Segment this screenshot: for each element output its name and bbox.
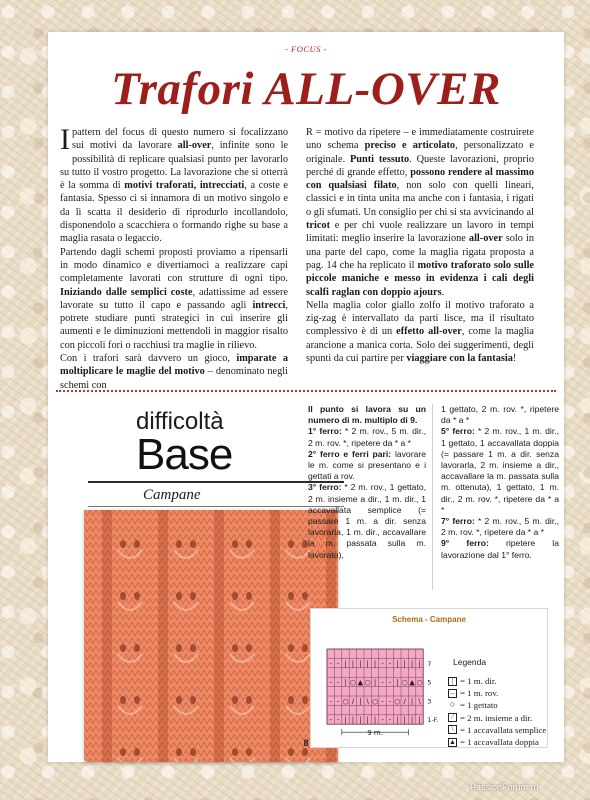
lace-hole [288,748,294,756]
article-paragraph [60,123,288,246]
lace-hole [232,644,238,652]
schema-cell-symbol: | [359,716,362,725]
body-text: * 2 m. rov., 5 m. dir., 2 m. rov. *, ripetere da * a * [441,516,560,538]
lace-hole [134,644,140,652]
schema-cell-symbol: | [410,716,414,725]
instruction-paragraph [441,538,559,560]
purl-symbol-icon: – [448,689,457,698]
lace-hole [288,540,294,548]
lace-hole [176,644,182,652]
double-decrease-icon: ▲ [449,737,456,746]
schema-cell-symbol: - [336,659,340,668]
emphasis-text: 9° ferro: [441,538,489,549]
purl-band [102,510,112,762]
lace-hole [232,696,238,704]
purl-band [214,510,224,762]
schema-cell-symbol: | [344,659,347,668]
lace-hole [246,540,252,548]
body-text: , come la maglia arancione a manica corta. Solo dei suggerimenti, degli spunti da cui partire per [306,326,534,365]
schema-cell-symbol: | [351,716,355,725]
schema-cell-symbol: | [418,716,421,725]
instruction-paragraph [441,404,559,426]
section-divider [56,390,556,392]
body-text: – denominato negli schemi con [60,366,288,391]
difficulty-rule-bottom [88,506,344,507]
schema-cell-symbol: ○ [401,678,408,687]
legend-label: = 2 m. insieme a dir. [460,712,533,723]
knit-swatch-photo [84,510,338,762]
legend-item [448,675,546,687]
lace-hole [232,540,238,548]
schema-cell-symbol: - [388,659,392,668]
schema-cell-symbol: | [366,716,369,725]
lace-hole [190,592,196,600]
body-text: ! [512,353,517,365]
lace-hole [134,696,140,704]
legend-label: = 1 accavallata semplice [460,724,547,735]
legend-label: = 1 m. rov. [460,688,499,699]
emphasis-text: 7° ferro: [441,516,475,527]
lace-hole [134,540,140,548]
schema-cell-symbol: - [329,697,332,706]
schema-cell-symbol: ○ [394,697,401,706]
schema-row-label: 1-F. [427,716,439,725]
lace-hole [288,696,294,704]
lace-hole [120,696,126,704]
body-text: * 2 m. rov., 5 m. dir., 2 m. rov. *, ripetere da * a * [308,426,427,448]
legend-label: = 1 accavallata doppia [460,737,539,748]
schema-cell-symbol: ○ [416,678,423,687]
emphasis-text: motivo traforato solo sulle piccole maniche e messo in evidenza i cali degli scalfi raglan con doppio ajours [306,259,535,298]
body-text: * 2 m. rov., 1 m. dir., 1 gettato, 1 accavallata doppia (= passare 1 m. a dir. senza lavorarla, 2 m. insieme a dir., accavallare la m. passata sulla m. ottenuta), 1 gettato, 1 m. dir., 2 m. rov. *, ripetere da * a * [441,426,560,515]
schema-box [310,608,548,748]
schema-cell-symbol: | [396,716,399,725]
instructions-column-b [441,404,559,561]
lace-hole [288,592,294,600]
body-text: solo in una parte del capo, come la maglia rigata proposta a pag. 14 che ha replicato il [306,233,534,271]
schema-cell-symbol: - [381,659,384,668]
schema-cell-symbol: - [381,678,384,687]
difficulty-level: Base [136,430,233,479]
body-text: . Queste lavorazioni, proprio perché di grande effetto, [306,153,534,178]
article-paragraph [306,126,534,299]
body-text: e per chi vuole realizzare un lavoro in tempi limitati: meglio inserire la lavorazione [306,220,534,245]
body-text: Con i trafori sarà davvero un gioco, [60,353,237,365]
schema-cell-symbol: ○ [364,678,371,687]
schema-cell-symbol: | [418,659,421,668]
body-text: Nella maglia color giallo zolfo il motivo traforato a zig-zag è intervallato da parti lisce, ma il risultato complessivo è di un [306,299,534,338]
instructions-divider [432,404,433,590]
schema-cell-symbol: | [396,659,399,668]
schema-cell-symbol: - [388,716,392,725]
lace-hole [246,748,252,756]
lace-hole [246,592,252,600]
schema-cell-symbol: | [344,716,347,725]
lace-hole [120,592,126,600]
lace-hole [120,748,126,756]
body-text: * 2 m. rov., 1 gettato, 2 m. insieme a dir., 1 m. dir., 1 accavallata semplice (= passare 1 m. a dir. senza lavorarla, 1 m. dir., accavallare la m. passata sulla m. lavorata), [308,482,426,560]
schema-cell-symbol: - [329,716,332,725]
emphasis-text: 5° ferro: [441,426,475,437]
legend-item [448,724,546,736]
schema-cell-symbol: - [336,678,340,687]
instruction-paragraph [308,426,426,448]
watermark: PassionForum.ru [470,782,539,792]
lace-hole [190,748,196,756]
schema-cell-symbol: | [359,697,362,706]
schema-cell-symbol: ▲ [357,678,363,687]
instruction-paragraph [308,449,426,483]
schema-cell-symbol: - [388,678,392,687]
body-text: lavorare le m. come si presentano e i gettati a rov. [308,448,426,482]
emphasis-text: Punti tessuto [350,153,410,165]
emphasis-text: 1° ferro: [308,426,342,437]
page-number: 8 [303,738,309,748]
lace-hole [302,644,308,652]
emphasis-text: Il punto si lavora su un numero di m. multiplo di 9. [308,404,426,426]
article-paragraph [60,352,288,392]
difficulty-label: difficoltà [136,408,224,435]
schema-cell-symbol: | [396,678,399,687]
article-right-column [306,126,534,365]
instruction-paragraph [441,516,559,538]
magazine-page [48,32,564,762]
emphasis-text: effetto all-over [396,326,462,338]
lace-hole [134,748,140,756]
emphasis-text: motivi traforati, intrecciati [124,180,245,192]
pattern-name: Campane [143,487,201,503]
schema-cell-symbol: - [329,659,332,668]
purl-band [158,510,168,762]
emphasis-text: imparate a moltiplicare le maglie del motivo [60,353,288,378]
body-text: ripetere la lavorazione dal 1° ferro. [441,538,559,560]
article-left-column [60,123,288,392]
emphasis-text: intrecci [252,299,286,311]
instruction-paragraph [308,404,426,426]
lace-hole [246,696,252,704]
legend-item [448,699,546,711]
body-text: , a coste e fantasia. Spesso ci si innamora di un motivo singolo e da lì scatta il desiderio di riprodurlo incollandolo, disponendolo a scacchiera o formando righe su base a maglia rasata o legaccio. [60,180,288,245]
lace-hole [302,748,308,756]
schema-cell-symbol: | [359,659,362,668]
emphasis-text: 2° ferro e ferri pari: [308,448,392,459]
body-text: 1 gettato, 2 m. rov. *, ripetere da * a * [441,404,559,426]
emphasis-text: Iniziando dalle semplici coste [60,286,193,298]
body-text: , infinite sono le possibilità di replicare qualsiasi punto per lavorarlo su tutto il vostro progetto. La lavorazione che si otterrà è la somma di [60,140,288,192]
emphasis-text: 3° ferro: [308,482,342,493]
lace-hole [302,696,308,704]
purl-band [270,510,280,762]
schema-cell-symbol: \ [418,697,421,706]
schema-cell-symbol: | [366,659,369,668]
instructions-column-a [308,404,426,561]
body-text: Partendo dagli schemi proposti proviamo a ripensarli in modo dinamico e divertiamoci a realizzare capi completamente lavorati con strutture di ogni tipo. [60,246,288,285]
schema-cell-symbol: / [403,697,406,706]
schema-cell-symbol: | [373,678,377,687]
difficulty-rule-top [88,481,344,483]
body-text: , adattissime ad essere lavorate su tutto il capo e passando agli [60,286,288,311]
schema-row-label: 3 [427,697,432,706]
schema-cell-symbol: - [381,697,384,706]
body-text: pattern del focus di questo numero si focalizzano sui motivi da lavorare [72,127,288,152]
lace-hole [120,540,126,548]
schema-cell-symbol: | [373,716,377,725]
legend-label: = 1 m. dir. [460,676,497,687]
instruction-paragraph [441,426,559,516]
legend-item [448,687,546,699]
schema-cell-symbol: | [403,659,406,668]
lace-hole [246,644,252,652]
knit-swatch-illustration [84,510,338,762]
lace-hole [288,644,294,652]
legend-item [448,712,546,724]
drop-cap: I [60,123,70,156]
schema-cell-symbol: ○ [342,697,349,706]
body-text: , potrete studiare punti strategici in cui inserire gli aumenti e le diminuzioni mettendoli in maggior risalto con piccoli fori o racchiusi tra maglie in rilievo. [60,299,288,351]
schema-cell-symbol: / [351,697,355,706]
instruction-paragraph [308,482,426,560]
article-paragraph [60,246,288,352]
lace-hole [120,644,126,652]
schema-cell-symbol: ▲ [409,678,415,687]
schema-cell-symbol: | [344,678,347,687]
schema-title: Schema - Campane [392,615,466,624]
schema-cell-symbol: ○ [349,678,356,687]
article-paragraph [306,299,534,365]
schema-row-label: 5 [427,678,432,687]
ssk-icon: \ [448,725,457,734]
schema-cell-symbol: \ [366,697,369,706]
emphasis-text: viaggiare con la fantasia [406,353,513,365]
yarn-over-icon: ○ [449,698,456,709]
schema-row-label: 7 [427,659,432,668]
lace-hole [190,696,196,704]
emphasis-text: all-over [468,233,503,245]
legend-title: Legenda [453,657,487,667]
body-text: . [441,286,445,298]
body-text: , non solo con quelli lineari, classici e in tinta unita ma anche con i fantasia, i rigati o gli sfumati. Un consiglio per chi si sta avvicinando al [306,180,534,218]
schema-cell-symbol: | [351,659,355,668]
lace-hole [232,592,238,600]
schema-cell-symbol: - [329,678,332,687]
schema-cell-symbol: - [336,716,340,725]
schema-cell-symbol: | [373,659,377,668]
page-title: Trafori ALL-OVER [111,63,501,115]
lace-hole [176,696,182,704]
body-text: , personalizzato e originale. [306,140,534,165]
schema-cell-symbol: ○ [372,697,379,706]
lace-hole [190,644,196,652]
schema-cell-symbol: - [336,697,340,706]
emphasis-text: preciso e articolato [364,140,456,152]
schema-cell-symbol: - [381,716,384,725]
lace-hole [302,592,308,600]
schema-cell-symbol: - [388,697,392,706]
lace-hole [134,592,140,600]
section-tag: - FOCUS - [285,44,327,54]
legend-label: = 1 gettato [460,700,498,711]
k2tog-icon: ⁄ [448,713,457,722]
lace-hole [176,592,182,600]
body-text: R = motivo da ripetere – e immediatamente costruirete uno schema [306,127,534,152]
schema-cell-symbol: | [410,697,414,706]
emphasis-text: possono rendere al massimo con qualsiasi filato [306,166,534,192]
schema-cell-symbol: | [403,716,406,725]
lace-hole [176,540,182,548]
emphasis-text: tricot [306,220,331,232]
schema-chart [315,635,447,745]
lace-hole [232,748,238,756]
lace-hole [176,748,182,756]
emphasis-text: all-over [177,140,212,152]
schema-width-label: 9 m. [367,729,383,738]
schema-cell-symbol: | [410,659,414,668]
knit-symbol-icon: | [448,677,457,686]
lace-hole [190,540,196,548]
